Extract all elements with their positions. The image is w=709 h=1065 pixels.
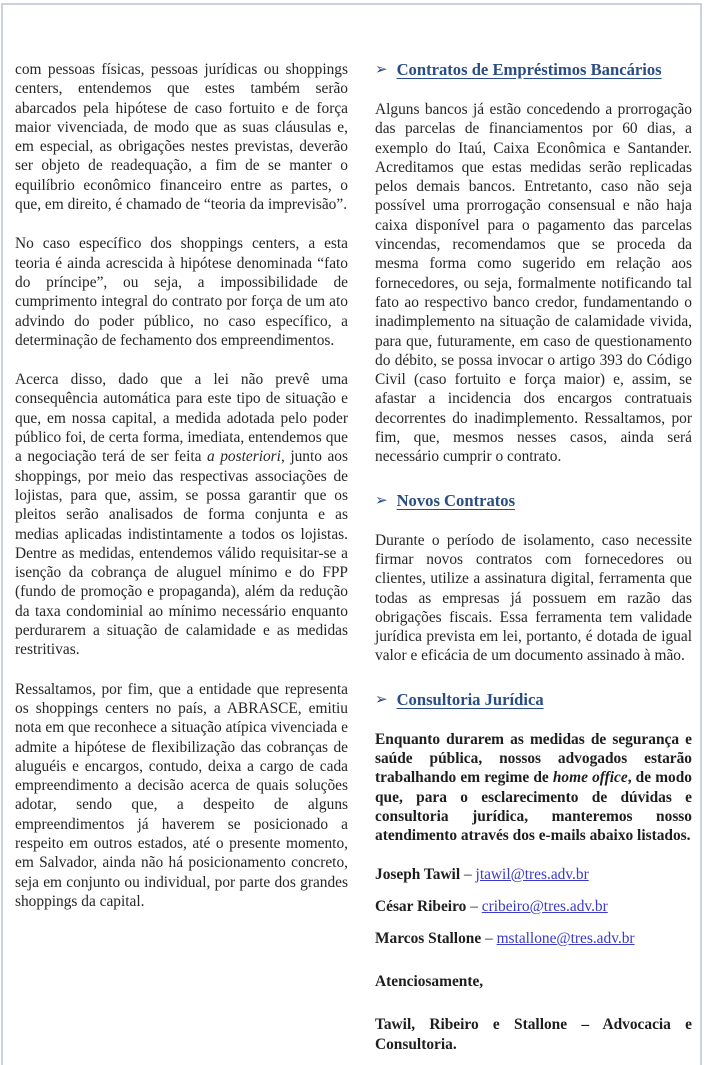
arrowhead-bullet-icon: ➢: [375, 490, 388, 509]
paragraph-text: Enquanto durarem as medidas de segurança e saúde pública, nossos advogados estarão trabalhando em regime de: [375, 730, 692, 787]
latin-term-italic: a posteriori: [207, 448, 281, 466]
paragraph-text: Acerca disso, dado que a lei não prevê uma consequência automática para este tipo de situação e que, em nossa capital, a medida adotada pelo poder público foi, de certa forma, imediata, entendemos que a negociação terá de ser feita: [15, 371, 348, 466]
email-link[interactable]: mstallone@tres.adv.br: [496, 930, 635, 948]
paragraph-text: , de modo que, para o esclarecimento de dúvidas e consultoria jurídica, manteremos nosso atendimento através dos e-mails abaixo listados.: [375, 769, 692, 845]
paragraph-text: Alguns bancos já estão concedendo a prorrogação das parcelas de financiamentos por 60 dias, a exemplo do Itaú, Caixa Econômica e Santander. Acreditamos que estas medidas serão replicadas pelos demais bancos. Entretanto, caso não seja possível uma prorrogação consensual e não haja caixa disponível para o pagamento das parcelas vincendas, recomendamos que se proceda da mesma forma como sugerido em relação aos fornecedores, ou seja, formalmente notificando tal fato ao respectivo banco credor, fundamentando o inadimplemento na situação de calamidade vivida, para que, futuramente, em caso de questionamento do débito, se possa invocar o artigo 393 do Código Civil (caso fortuito e força maior) e, assim, se afastar a incidencia dos encargos contratuais decorrentes do inadimplemento. Ressaltamos, por fim, que, mesmos nesses casos, ainda será necessário cumprir o contrato.: [375, 101, 692, 466]
section-paragraph-bold: [375, 730, 692, 846]
email-link[interactable]: jtawil@tres.adv.br: [475, 865, 589, 883]
section-contratos-emprestimos: [375, 60, 692, 467]
left-column: [15, 60, 348, 1058]
contact-line: [375, 929, 692, 948]
section-novos-contratos: [375, 491, 692, 666]
paragraph-text: com pessoas físicas, pessoas jurídicas ou shoppings centers, entendemos que estes também serão abarcados pela hipótese de caso fortuito e de força maior vivenciada, de modo que as suas cláusulas e, em especial, as obrigações nestes previstas, deverão ser objeto de readequação, a fim de se manter o equilíbrio econômico financeiro entre as partes, o que, em direito, é chamado de “teoria da imprevisão”.: [15, 61, 348, 214]
home-office-italic: home office: [552, 769, 628, 787]
section-consultoria-juridica: [375, 690, 692, 1056]
contact-line: [375, 865, 692, 884]
paragraph-text: Durante o período de isolamento, caso necessite firmar novos contratos com fornecedores ou clientes, utilize a assinatura digital, ferramenta que todas as empresas já possuem em razão das obrigações fiscais. Essa ferramenta tem validade jurídica prevista em lei, portanto, é dotada de igual valor e eficácia de um documento assinado à mão.: [375, 531, 692, 665]
contact-line: [375, 897, 692, 916]
firm-signature: Tawil, Ribeiro e Stallone – Advocacia e Consultoria.: [375, 1016, 692, 1054]
section-heading: [375, 491, 692, 511]
paragraph-fato-do-principe: [15, 234, 348, 350]
contact-name: Joseph Tawil: [375, 865, 461, 883]
closing-salutation: Atenciosamente,: [375, 973, 484, 991]
paragraph-negociacao-posteriori: [15, 370, 348, 659]
arrowhead-bullet-icon: ➢: [375, 60, 388, 78]
section-title: Contratos de Empréstimos Bancários: [396, 60, 662, 79]
section-title: Consultoria Jurídica: [396, 689, 544, 709]
paragraph-text: No caso específico dos shoppings centers, a esta teoria é ainda acrescida à hipótese denominada “fato do príncipe”, ou seja, a impossibilidade de cumprimento integral do contrato por força de um ato advindo do poder público, no caso específico, a determinação de fechamento dos empreendimentos.: [15, 235, 348, 349]
contact-name: Marcos Stallone: [375, 930, 482, 948]
section-paragraph: [375, 100, 692, 467]
contact-name: César Ribeiro: [375, 897, 467, 915]
paragraph-text: Ressaltamos, por fim, que a entidade que representa os shoppings centers no país, a ABRASCE, emitiu nota em que reconhece a situação atípica vivenciada e admite a hipótese de flexibilização das cobranças de aluguéis e encargos, contudo, deixa a cargo de cada empreendimento a decisão acerca de quais soluções adotar, sendo que, a despeito de alguns empreendimentos já haverem se posicionado a respeito em outros estados, até o presente momento, em Salvador, ainda não há posicionamento concreto, seja em conjunto ou individual, por parte dos grandes shoppings da capital.: [15, 680, 348, 910]
email-link[interactable]: cribeiro@tres.adv.br: [481, 897, 608, 915]
two-column-layout: [15, 60, 692, 1058]
dash-separator: –: [485, 930, 493, 948]
right-column: [375, 60, 692, 1058]
dash-separator: –: [463, 865, 472, 883]
dash-separator: –: [470, 897, 478, 915]
section-title: Novos Contratos: [396, 490, 516, 510]
section-heading: [375, 60, 692, 80]
section-paragraph: [375, 531, 692, 666]
section-heading: [375, 690, 692, 710]
paragraph-teoria-imprevisao: [15, 60, 348, 214]
arrowhead-bullet-icon: ➢: [375, 689, 388, 708]
paragraph-abrasce: [15, 680, 348, 912]
paragraph-text: , junto aos shoppings, por meio das respectivas associações de lojistas, para que, assim, se possa garantir que os pleitos serão analisados de forma conjunta e as medias aplicadas indistintamente a todos os lojistas. Dentre as medidas, entendemos válido requisitar-se a isenção da cobrança de aluguel mínimo e do FPP (fundo de promoção e propaganda), além da redução da taxa condominial ao mínimo necessário enquanto perdurarem a situação de calamidade e as medidas restritivas.: [15, 448, 348, 659]
